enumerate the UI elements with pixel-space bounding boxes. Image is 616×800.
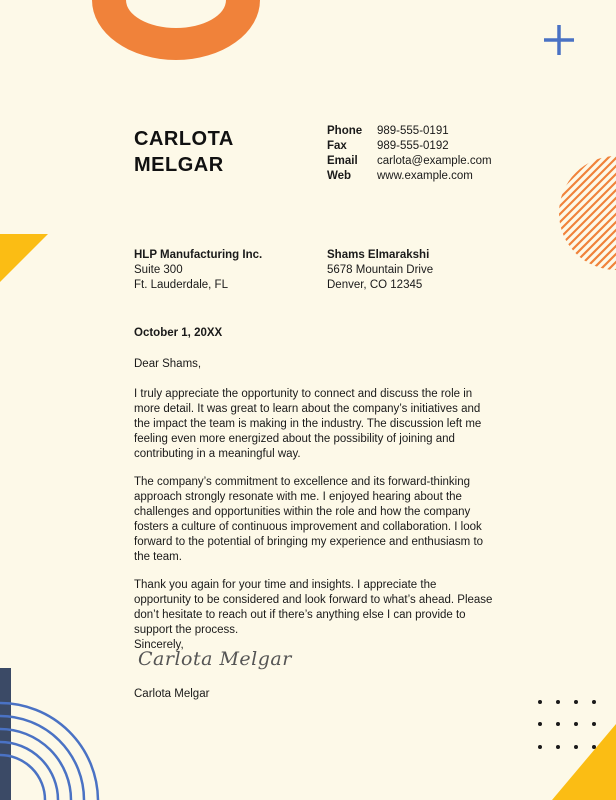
- plus-icon: [544, 25, 574, 55]
- contact-info: [327, 124, 492, 184]
- signer-name: Carlota Melgar: [134, 688, 210, 700]
- contact-label: Web: [327, 170, 352, 182]
- company-name: HLP Manufacturing Inc.: [134, 249, 263, 261]
- contact-row-fax: [327, 139, 492, 154]
- name-line-2: MELGAR: [134, 154, 224, 176]
- paragraph-1: I truly appreciate the opportunity to connect and discuss the role in more detail. It was great to learn about the company’s initiatives and the impact the team is making in the industry. The discussion left me feeling even more energized about the possibility of joining and contributing in a meaningful way.: [134, 388, 482, 460]
- contact-row-phone: [327, 124, 492, 139]
- company-address: [134, 248, 262, 293]
- contact-value: 989-555-0192: [377, 140, 449, 152]
- contact-label: Phone: [327, 125, 363, 137]
- recipient-line-1: 5678 Mountain Drive: [327, 264, 434, 276]
- letter-date: October 1, 20XX: [134, 327, 223, 339]
- company-line-2: Ft. Lauderdale, FL: [134, 279, 228, 291]
- contact-label: Email: [327, 155, 358, 167]
- striped-circle-shape: [520, 46, 616, 374]
- contact-label: Fax: [327, 140, 347, 152]
- handwritten-signature: Carlota Melgar: [138, 648, 292, 670]
- recipient-line-2: Denver, CO 12345: [327, 279, 423, 291]
- orange-ring-shape: [92, 0, 260, 60]
- contact-value[interactable]: www.example.com: [377, 170, 473, 182]
- name-line-1: CARLOTA: [134, 128, 234, 150]
- recipient-name: Shams Elmarakshi: [327, 249, 430, 261]
- sender-name: [134, 126, 234, 178]
- paragraph-2: The company’s commitment to excellence and its forward-thinking approach strongly resonate with me. I enjoyed hearing about the challenges and opportunities within the role and how the company fosters a culture of continuous improvement and collaboration. I look forward to the potential of bringing my experience and enthusiasm to the team.: [134, 476, 484, 563]
- navy-bar: [0, 668, 11, 800]
- contact-value[interactable]: carlota@example.com: [377, 155, 492, 167]
- contact-value: 989-555-0191: [377, 125, 449, 137]
- contact-row-email: [327, 154, 492, 169]
- paragraph-3: Thank you again for your time and insights. I appreciate the opportunity to be considered and look forward to what’s ahead. Please don’t hesitate to reach out if there’s anything else I can provide to support the process.: [134, 579, 493, 636]
- yellow-triangle-bottom-right: [552, 724, 616, 800]
- salutation: Dear Shams,: [134, 358, 202, 370]
- dot-grid: [538, 700, 596, 749]
- closing: Sincerely,: [134, 639, 184, 651]
- contact-row-web: [327, 169, 492, 184]
- blue-arcs: [0, 703, 98, 800]
- recipient-address: [327, 248, 433, 293]
- company-line-1: Suite 300: [134, 264, 183, 276]
- yellow-triangle-left: [0, 234, 48, 282]
